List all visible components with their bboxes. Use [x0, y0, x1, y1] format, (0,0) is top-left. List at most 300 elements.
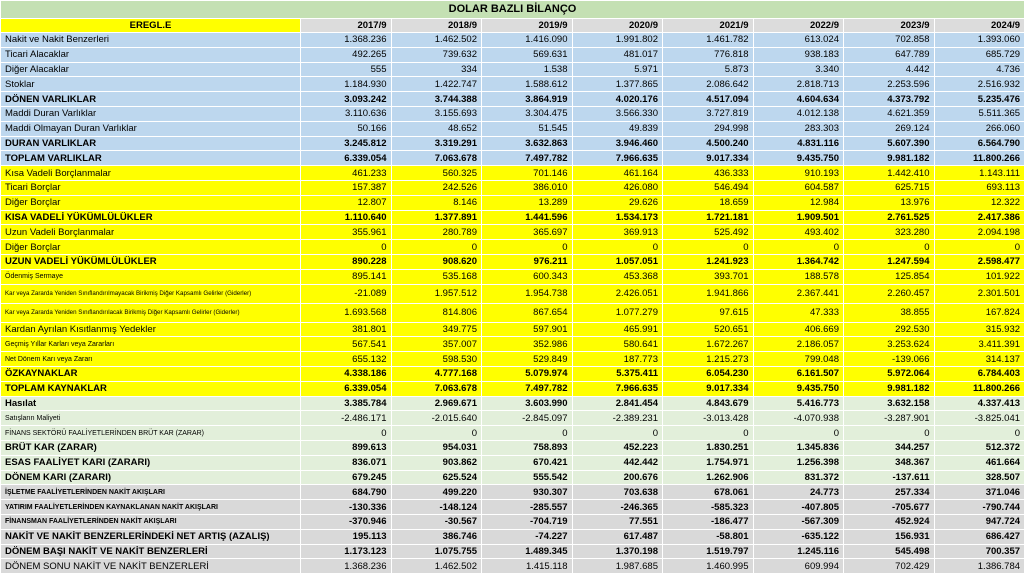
- value-cell[interactable]: 1.462.502: [391, 559, 482, 574]
- value-cell[interactable]: -3.287.901: [844, 411, 935, 426]
- value-cell[interactable]: 617.487: [572, 529, 663, 544]
- value-cell[interactable]: 1.345.836: [753, 440, 844, 455]
- value-cell[interactable]: 3.566.330: [572, 106, 663, 121]
- value-cell[interactable]: 3.946.460: [572, 136, 663, 151]
- value-cell[interactable]: 1.460.995: [663, 559, 754, 574]
- value-cell[interactable]: -186.477: [663, 514, 754, 529]
- value-cell[interactable]: 29.626: [572, 195, 663, 210]
- value-cell[interactable]: 38.855: [844, 303, 935, 322]
- value-cell[interactable]: 386.746: [391, 529, 482, 544]
- value-cell[interactable]: 9.017.334: [663, 151, 754, 166]
- value-cell[interactable]: 200.676: [572, 470, 663, 485]
- value-cell[interactable]: 702.429: [844, 559, 935, 574]
- value-cell[interactable]: 2.367.441: [753, 284, 844, 303]
- value-cell[interactable]: 5.972.064: [844, 366, 935, 381]
- value-cell[interactable]: 3.385.784: [301, 396, 392, 411]
- value-cell[interactable]: 647.789: [844, 47, 935, 62]
- value-cell[interactable]: -58.801: [663, 529, 754, 544]
- value-cell[interactable]: 426.080: [572, 180, 663, 195]
- value-cell[interactable]: -139.066: [844, 352, 935, 367]
- value-cell[interactable]: 598.530: [391, 352, 482, 367]
- value-cell[interactable]: -285.557: [482, 500, 573, 515]
- value-cell[interactable]: 2.253.596: [844, 77, 935, 92]
- value-cell[interactable]: 1.442.410: [844, 166, 935, 181]
- value-cell[interactable]: 292.530: [844, 322, 935, 337]
- value-cell[interactable]: 9.435.750: [753, 381, 844, 396]
- row-label[interactable]: DÖNEM SONU NAKİT VE NAKİT BENZERLERİ: [1, 559, 301, 574]
- row-label[interactable]: TOPLAM VARLIKLAR: [1, 151, 301, 166]
- value-cell[interactable]: 2.186.057: [753, 337, 844, 352]
- value-cell[interactable]: 739.632: [391, 47, 482, 62]
- value-cell[interactable]: 442.442: [572, 455, 663, 470]
- value-cell[interactable]: 555.542: [482, 470, 573, 485]
- value-cell[interactable]: 381.801: [301, 322, 392, 337]
- row-label[interactable]: ÖZKAYNAKLAR: [1, 366, 301, 381]
- value-cell[interactable]: 1.957.512: [391, 284, 482, 303]
- value-cell[interactable]: -2.486.171: [301, 411, 392, 426]
- value-cell[interactable]: 1.057.051: [572, 254, 663, 269]
- sheet-title[interactable]: DOLAR BAZLI BİLANÇO: [1, 1, 1024, 19]
- value-cell[interactable]: 580.641: [572, 337, 663, 352]
- value-cell[interactable]: 2.969.671: [391, 396, 482, 411]
- value-cell[interactable]: 6.784.403: [934, 366, 1024, 381]
- value-cell[interactable]: 12.807: [301, 195, 392, 210]
- value-cell[interactable]: 693.113: [934, 180, 1024, 195]
- value-cell[interactable]: 195.113: [301, 529, 392, 544]
- value-cell[interactable]: 1.184.930: [301, 77, 392, 92]
- value-cell[interactable]: 4.020.176: [572, 92, 663, 107]
- value-cell[interactable]: 1.987.685: [572, 559, 663, 574]
- value-cell[interactable]: 5.235.476: [934, 92, 1024, 107]
- row-label[interactable]: Maddi Olmayan Duran Varlıklar: [1, 121, 301, 136]
- value-cell[interactable]: 2.301.501: [934, 284, 1024, 303]
- value-cell[interactable]: 567.541: [301, 337, 392, 352]
- value-cell[interactable]: -148.124: [391, 500, 482, 515]
- value-cell[interactable]: 8.146: [391, 195, 482, 210]
- value-cell[interactable]: 1.461.782: [663, 33, 754, 48]
- value-cell[interactable]: 5.511.365: [934, 106, 1024, 121]
- value-cell[interactable]: 625.524: [391, 470, 482, 485]
- value-cell[interactable]: 1.909.501: [753, 210, 844, 225]
- value-cell[interactable]: 7.063.678: [391, 381, 482, 396]
- row-label[interactable]: Diğer Borçlar: [1, 240, 301, 255]
- value-cell[interactable]: 1.519.797: [663, 544, 754, 559]
- value-cell[interactable]: 493.402: [753, 225, 844, 240]
- value-cell[interactable]: 1.991.802: [572, 33, 663, 48]
- value-cell[interactable]: 6.161.507: [753, 366, 844, 381]
- value-cell[interactable]: 4.012.138: [753, 106, 844, 121]
- value-cell[interactable]: 51.545: [482, 121, 573, 136]
- row-label[interactable]: Diğer Alacaklar: [1, 62, 301, 77]
- value-cell[interactable]: 1.241.923: [663, 254, 754, 269]
- value-cell[interactable]: 0: [844, 240, 935, 255]
- value-cell[interactable]: -567.309: [753, 514, 844, 529]
- value-cell[interactable]: 5.375.411: [572, 366, 663, 381]
- value-cell[interactable]: 5.607.390: [844, 136, 935, 151]
- value-cell[interactable]: 13.289: [482, 195, 573, 210]
- value-cell[interactable]: 13.976: [844, 195, 935, 210]
- value-cell[interactable]: 930.307: [482, 485, 573, 500]
- value-cell[interactable]: 461.233: [301, 166, 392, 181]
- value-cell[interactable]: 546.494: [663, 180, 754, 195]
- value-cell[interactable]: 3.245.812: [301, 136, 392, 151]
- value-cell[interactable]: -704.719: [482, 514, 573, 529]
- row-label[interactable]: Ödenmiş Sermaye: [1, 269, 301, 284]
- value-cell[interactable]: 4.517.094: [663, 92, 754, 107]
- value-cell[interactable]: -4.070.938: [753, 411, 844, 426]
- value-cell[interactable]: 1.143.111: [934, 166, 1024, 181]
- value-cell[interactable]: 352.986: [482, 337, 573, 352]
- value-cell[interactable]: 156.931: [844, 529, 935, 544]
- value-cell[interactable]: 9.981.182: [844, 151, 935, 166]
- value-cell[interactable]: -246.365: [572, 500, 663, 515]
- value-cell[interactable]: 349.775: [391, 322, 482, 337]
- value-cell[interactable]: 0: [572, 426, 663, 441]
- value-cell[interactable]: 0: [391, 240, 482, 255]
- value-cell[interactable]: -585.323: [663, 500, 754, 515]
- value-cell[interactable]: 1.368.236: [301, 559, 392, 574]
- value-cell[interactable]: 4.843.679: [663, 396, 754, 411]
- value-cell[interactable]: 0: [482, 240, 573, 255]
- value-cell[interactable]: 5.971: [572, 62, 663, 77]
- value-cell[interactable]: 4.604.634: [753, 92, 844, 107]
- value-cell[interactable]: 2.086.642: [663, 77, 754, 92]
- year-header[interactable]: 2018/9: [391, 19, 482, 33]
- value-cell[interactable]: 315.932: [934, 322, 1024, 337]
- value-cell[interactable]: 776.818: [663, 47, 754, 62]
- value-cell[interactable]: 328.507: [934, 470, 1024, 485]
- value-cell[interactable]: 1.368.236: [301, 33, 392, 48]
- value-cell[interactable]: 481.017: [572, 47, 663, 62]
- row-label[interactable]: Diğer Borçlar: [1, 195, 301, 210]
- value-cell[interactable]: 7.497.782: [482, 381, 573, 396]
- value-cell[interactable]: 0: [844, 426, 935, 441]
- value-cell[interactable]: 3.727.819: [663, 106, 754, 121]
- value-cell[interactable]: 9.017.334: [663, 381, 754, 396]
- value-cell[interactable]: 1.941.866: [663, 284, 754, 303]
- value-cell[interactable]: 452.924: [844, 514, 935, 529]
- value-cell[interactable]: 954.031: [391, 440, 482, 455]
- value-cell[interactable]: 314.137: [934, 352, 1024, 367]
- value-cell[interactable]: 6.339.054: [301, 151, 392, 166]
- value-cell[interactable]: 3.110.636: [301, 106, 392, 121]
- row-label[interactable]: Kardan Ayrılan Kısıtlanmış Yedekler: [1, 322, 301, 337]
- value-cell[interactable]: -30.567: [391, 514, 482, 529]
- value-cell[interactable]: 655.132: [301, 352, 392, 367]
- year-header[interactable]: 2017/9: [301, 19, 392, 33]
- value-cell[interactable]: 910.193: [753, 166, 844, 181]
- value-cell[interactable]: -3.825.041: [934, 411, 1024, 426]
- value-cell[interactable]: 187.773: [572, 352, 663, 367]
- value-cell[interactable]: 3.319.291: [391, 136, 482, 151]
- value-cell[interactable]: 1.364.742: [753, 254, 844, 269]
- value-cell[interactable]: 6.564.790: [934, 136, 1024, 151]
- value-cell[interactable]: 11.800.266: [934, 381, 1024, 396]
- value-cell[interactable]: 3.864.919: [482, 92, 573, 107]
- value-cell[interactable]: 3.093.242: [301, 92, 392, 107]
- value-cell[interactable]: 3.632.158: [844, 396, 935, 411]
- value-cell[interactable]: 684.790: [301, 485, 392, 500]
- row-label[interactable]: BRÜT KAR (ZARAR): [1, 440, 301, 455]
- value-cell[interactable]: -137.611: [844, 470, 935, 485]
- value-cell[interactable]: 125.854: [844, 269, 935, 284]
- value-cell[interactable]: 1.393.060: [934, 33, 1024, 48]
- value-cell[interactable]: 3.155.693: [391, 106, 482, 121]
- value-cell[interactable]: 4.621.359: [844, 106, 935, 121]
- value-cell[interactable]: 1.489.345: [482, 544, 573, 559]
- value-cell[interactable]: 1.077.279: [572, 303, 663, 322]
- row-label[interactable]: ESAS FAALİYET KARI (ZARARI): [1, 455, 301, 470]
- value-cell[interactable]: 0: [753, 240, 844, 255]
- value-cell[interactable]: 242.526: [391, 180, 482, 195]
- value-cell[interactable]: 0: [572, 240, 663, 255]
- value-cell[interactable]: 77.551: [572, 514, 663, 529]
- value-cell[interactable]: 50.166: [301, 121, 392, 136]
- value-cell[interactable]: 899.613: [301, 440, 392, 455]
- value-cell[interactable]: 1.245.116: [753, 544, 844, 559]
- value-cell[interactable]: 1.377.891: [391, 210, 482, 225]
- value-cell[interactable]: 600.343: [482, 269, 573, 284]
- value-cell[interactable]: 24.773: [753, 485, 844, 500]
- value-cell[interactable]: 2.841.454: [572, 396, 663, 411]
- value-cell[interactable]: 101.922: [934, 269, 1024, 284]
- value-cell[interactable]: 283.303: [753, 121, 844, 136]
- row-label[interactable]: İŞLETME FAALİYETLERİNDEN NAKİT AKIŞLARI: [1, 485, 301, 500]
- value-cell[interactable]: 167.824: [934, 303, 1024, 322]
- value-cell[interactable]: 1.370.198: [572, 544, 663, 559]
- value-cell[interactable]: 0: [391, 426, 482, 441]
- year-header[interactable]: 2022/9: [753, 19, 844, 33]
- value-cell[interactable]: 5.416.773: [753, 396, 844, 411]
- value-cell[interactable]: 2.260.457: [844, 284, 935, 303]
- row-label[interactable]: KISA VADELİ YÜKÜMLÜLÜKLER: [1, 210, 301, 225]
- value-cell[interactable]: 2.818.713: [753, 77, 844, 92]
- value-cell[interactable]: 1.386.784: [934, 559, 1024, 574]
- row-label[interactable]: FİNANSMAN FAALİYETLERİNDEN NAKİT AKIŞLARI: [1, 514, 301, 529]
- value-cell[interactable]: 670.421: [482, 455, 573, 470]
- value-cell[interactable]: 903.862: [391, 455, 482, 470]
- value-cell[interactable]: 1.534.173: [572, 210, 663, 225]
- value-cell[interactable]: 7.966.635: [572, 381, 663, 396]
- row-label[interactable]: DÖNEM BAŞI NAKİT VE NAKİT BENZERLERİ: [1, 544, 301, 559]
- value-cell[interactable]: 371.046: [934, 485, 1024, 500]
- ticker-cell[interactable]: EREGL.E: [1, 19, 301, 33]
- row-label[interactable]: Geçmiş Yıllar Karları veya Zararları: [1, 337, 301, 352]
- value-cell[interactable]: 4.736: [934, 62, 1024, 77]
- value-cell[interactable]: -635.122: [753, 529, 844, 544]
- value-cell[interactable]: 625.715: [844, 180, 935, 195]
- value-cell[interactable]: 895.141: [301, 269, 392, 284]
- value-cell[interactable]: 685.729: [934, 47, 1024, 62]
- value-cell[interactable]: 1.256.398: [753, 455, 844, 470]
- value-cell[interactable]: 4.831.116: [753, 136, 844, 151]
- value-cell[interactable]: 1.588.612: [482, 77, 573, 92]
- row-label[interactable]: Maddi Duran Varlıklar: [1, 106, 301, 121]
- value-cell[interactable]: 555: [301, 62, 392, 77]
- value-cell[interactable]: 348.367: [844, 455, 935, 470]
- row-label[interactable]: UZUN VADELİ YÜKÜMLÜLÜKLER: [1, 254, 301, 269]
- value-cell[interactable]: 1.538: [482, 62, 573, 77]
- row-label[interactable]: FİNANS SEKTÖRÜ FAALİYETLERİNDEN BRÜT KAR (ZARAR): [1, 426, 301, 441]
- value-cell[interactable]: 1.721.181: [663, 210, 754, 225]
- value-cell[interactable]: 836.071: [301, 455, 392, 470]
- value-cell[interactable]: 461.164: [572, 166, 663, 181]
- value-cell[interactable]: 938.183: [753, 47, 844, 62]
- row-label[interactable]: Kısa Vadeli Borçlanmalar: [1, 166, 301, 181]
- row-label[interactable]: DURAN VARLIKLAR: [1, 136, 301, 151]
- value-cell[interactable]: -2.389.231: [572, 411, 663, 426]
- value-cell[interactable]: -705.677: [844, 500, 935, 515]
- value-cell[interactable]: 703.638: [572, 485, 663, 500]
- value-cell[interactable]: 604.587: [753, 180, 844, 195]
- value-cell[interactable]: 0: [934, 426, 1024, 441]
- value-cell[interactable]: 2.761.525: [844, 210, 935, 225]
- value-cell[interactable]: 5.873: [663, 62, 754, 77]
- value-cell[interactable]: -130.336: [301, 500, 392, 515]
- value-cell[interactable]: 2.516.932: [934, 77, 1024, 92]
- row-label[interactable]: Kar veya Zararda Yeniden Sınıflandırılacak Birikmiş Diğer Kapsamlı Gelirler (Giderler): [1, 303, 301, 322]
- row-label[interactable]: YATIRIM FAALİYETLERİNDEN KAYNAKLANAN NAKİT AKIŞLARI: [1, 500, 301, 515]
- value-cell[interactable]: 0: [301, 240, 392, 255]
- value-cell[interactable]: 597.901: [482, 322, 573, 337]
- value-cell[interactable]: 1.075.755: [391, 544, 482, 559]
- value-cell[interactable]: 1.247.594: [844, 254, 935, 269]
- value-cell[interactable]: 266.060: [934, 121, 1024, 136]
- value-cell[interactable]: 0: [663, 240, 754, 255]
- value-cell[interactable]: 529.849: [482, 352, 573, 367]
- value-cell[interactable]: 3.632.863: [482, 136, 573, 151]
- value-cell[interactable]: 535.168: [391, 269, 482, 284]
- value-cell[interactable]: 2.426.051: [572, 284, 663, 303]
- value-cell[interactable]: 678.061: [663, 485, 754, 500]
- value-cell[interactable]: 47.333: [753, 303, 844, 322]
- value-cell[interactable]: 357.007: [391, 337, 482, 352]
- value-cell[interactable]: 3.603.990: [482, 396, 573, 411]
- value-cell[interactable]: 1.215.273: [663, 352, 754, 367]
- value-cell[interactable]: 0: [934, 240, 1024, 255]
- value-cell[interactable]: 814.806: [391, 303, 482, 322]
- value-cell[interactable]: -2.015.640: [391, 411, 482, 426]
- value-cell[interactable]: 393.701: [663, 269, 754, 284]
- value-cell[interactable]: 0: [753, 426, 844, 441]
- value-cell[interactable]: 355.961: [301, 225, 392, 240]
- row-label[interactable]: Uzun Vadeli Borçlanmalar: [1, 225, 301, 240]
- value-cell[interactable]: 0: [482, 426, 573, 441]
- year-header[interactable]: 2019/9: [482, 19, 573, 33]
- value-cell[interactable]: 4.337.413: [934, 396, 1024, 411]
- value-cell[interactable]: 1.672.267: [663, 337, 754, 352]
- value-cell[interactable]: -370.946: [301, 514, 392, 529]
- value-cell[interactable]: 2.094.198: [934, 225, 1024, 240]
- row-label[interactable]: DÖNEN VARLIKLAR: [1, 92, 301, 107]
- value-cell[interactable]: 499.220: [391, 485, 482, 500]
- value-cell[interactable]: 1.415.118: [482, 559, 573, 574]
- value-cell[interactable]: 369.913: [572, 225, 663, 240]
- value-cell[interactable]: 5.079.974: [482, 366, 573, 381]
- value-cell[interactable]: 512.372: [934, 440, 1024, 455]
- value-cell[interactable]: 157.387: [301, 180, 392, 195]
- value-cell[interactable]: 6.054.230: [663, 366, 754, 381]
- value-cell[interactable]: 4.338.186: [301, 366, 392, 381]
- value-cell[interactable]: 609.994: [753, 559, 844, 574]
- value-cell[interactable]: 9.981.182: [844, 381, 935, 396]
- value-cell[interactable]: 908.620: [391, 254, 482, 269]
- value-cell[interactable]: 702.858: [844, 33, 935, 48]
- row-label[interactable]: Net Dönem Karı veya Zararı: [1, 352, 301, 367]
- row-label[interactable]: NAKİT VE NAKİT BENZERLERİNDEKİ NET ARTIŞ (AZALIŞ): [1, 529, 301, 544]
- value-cell[interactable]: 49.839: [572, 121, 663, 136]
- value-cell[interactable]: 3.744.388: [391, 92, 482, 107]
- value-cell[interactable]: 3.340: [753, 62, 844, 77]
- value-cell[interactable]: 7.966.635: [572, 151, 663, 166]
- value-cell[interactable]: 323.280: [844, 225, 935, 240]
- value-cell[interactable]: 2.598.477: [934, 254, 1024, 269]
- value-cell[interactable]: 18.659: [663, 195, 754, 210]
- value-cell[interactable]: 257.334: [844, 485, 935, 500]
- value-cell[interactable]: 7.063.678: [391, 151, 482, 166]
- year-header[interactable]: 2023/9: [844, 19, 935, 33]
- row-label[interactable]: TOPLAM KAYNAKLAR: [1, 381, 301, 396]
- value-cell[interactable]: 613.024: [753, 33, 844, 48]
- value-cell[interactable]: 11.800.266: [934, 151, 1024, 166]
- value-cell[interactable]: 2.417.386: [934, 210, 1024, 225]
- value-cell[interactable]: 461.664: [934, 455, 1024, 470]
- value-cell[interactable]: 1.377.865: [572, 77, 663, 92]
- value-cell[interactable]: 867.654: [482, 303, 573, 322]
- value-cell[interactable]: 344.257: [844, 440, 935, 455]
- value-cell[interactable]: 4.777.168: [391, 366, 482, 381]
- value-cell[interactable]: 700.357: [934, 544, 1024, 559]
- value-cell[interactable]: 799.048: [753, 352, 844, 367]
- value-cell[interactable]: 701.146: [482, 166, 573, 181]
- value-cell[interactable]: 831.372: [753, 470, 844, 485]
- value-cell[interactable]: 1.422.747: [391, 77, 482, 92]
- value-cell[interactable]: 48.652: [391, 121, 482, 136]
- value-cell[interactable]: 890.228: [301, 254, 392, 269]
- value-cell[interactable]: 1.754.971: [663, 455, 754, 470]
- value-cell[interactable]: 3.304.475: [482, 106, 573, 121]
- value-cell[interactable]: -3.013.428: [663, 411, 754, 426]
- value-cell[interactable]: 9.435.750: [753, 151, 844, 166]
- row-label[interactable]: Hasılat: [1, 396, 301, 411]
- value-cell[interactable]: 1.173.123: [301, 544, 392, 559]
- value-cell[interactable]: -2.845.097: [482, 411, 573, 426]
- value-cell[interactable]: 465.991: [572, 322, 663, 337]
- value-cell[interactable]: 97.615: [663, 303, 754, 322]
- row-label[interactable]: DÖNEM KARI (ZARARI): [1, 470, 301, 485]
- value-cell[interactable]: 1.693.568: [301, 303, 392, 322]
- value-cell[interactable]: 560.325: [391, 166, 482, 181]
- row-label[interactable]: Satışların Maliyeti: [1, 411, 301, 426]
- value-cell[interactable]: 1.954.738: [482, 284, 573, 303]
- value-cell[interactable]: 0: [301, 426, 392, 441]
- value-cell[interactable]: 1.110.640: [301, 210, 392, 225]
- value-cell[interactable]: 1.416.090: [482, 33, 573, 48]
- value-cell[interactable]: 520.651: [663, 322, 754, 337]
- value-cell[interactable]: 686.427: [934, 529, 1024, 544]
- value-cell[interactable]: 0: [663, 426, 754, 441]
- value-cell[interactable]: 334: [391, 62, 482, 77]
- value-cell[interactable]: 188.578: [753, 269, 844, 284]
- value-cell[interactable]: 525.492: [663, 225, 754, 240]
- row-label[interactable]: Stoklar: [1, 77, 301, 92]
- row-label[interactable]: Ticari Alacaklar: [1, 47, 301, 62]
- value-cell[interactable]: 269.124: [844, 121, 935, 136]
- value-cell[interactable]: 1.830.251: [663, 440, 754, 455]
- value-cell[interactable]: 12.984: [753, 195, 844, 210]
- value-cell[interactable]: 947.724: [934, 514, 1024, 529]
- value-cell[interactable]: -407.805: [753, 500, 844, 515]
